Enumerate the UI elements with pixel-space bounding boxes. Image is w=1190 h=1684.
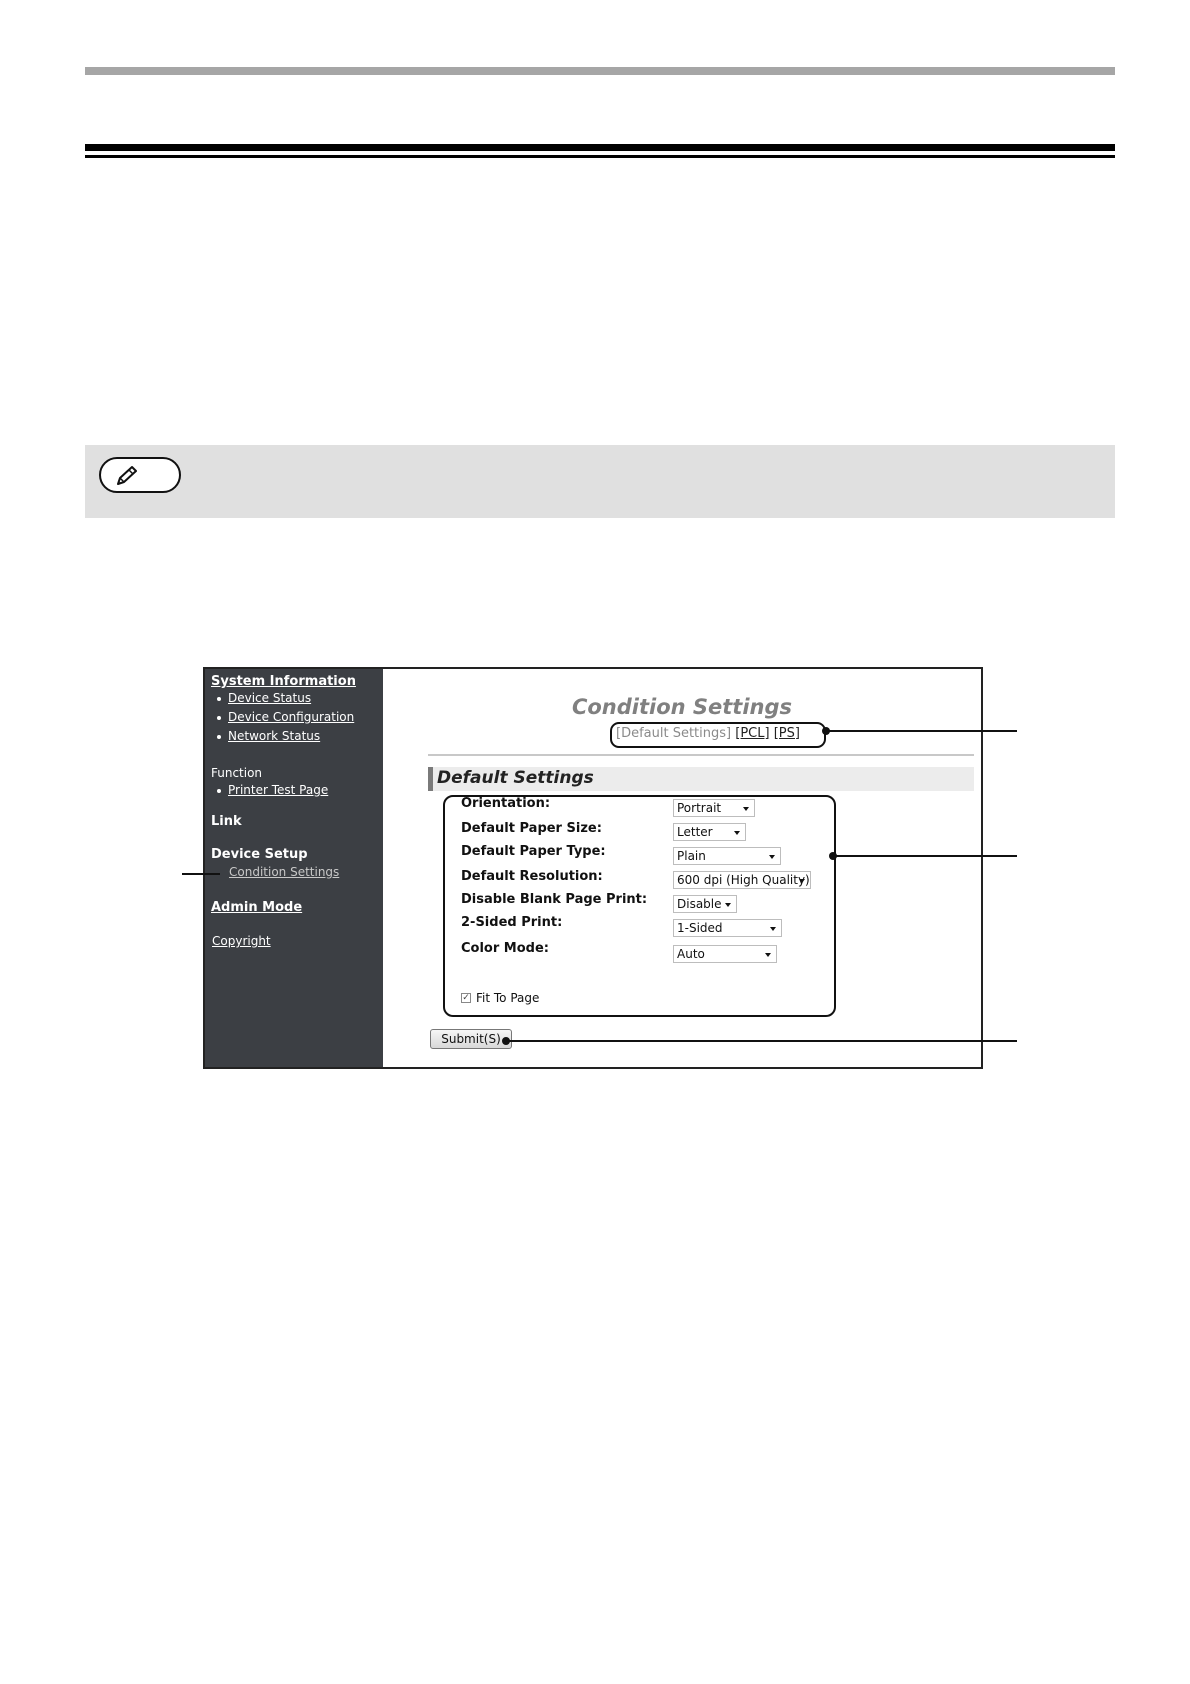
sidebar-item-copyright[interactable]: Copyright <box>212 934 271 948</box>
chevron-down-icon <box>799 879 805 883</box>
section-marker <box>428 767 433 791</box>
pencil-note-icon <box>99 457 181 493</box>
paper-size-value: Letter <box>677 825 713 839</box>
chevron-down-icon <box>769 855 775 859</box>
paper-size-label: Default Paper Size: <box>461 821 602 836</box>
sidebar-item-printer-test-page[interactable]: Printer Test Page <box>228 783 329 797</box>
callout-line-condition-settings <box>182 873 220 875</box>
orientation-select[interactable] <box>673 799 755 817</box>
tab-ps[interactable]: [PS] <box>773 726 800 741</box>
resolution-select[interactable] <box>673 871 811 889</box>
sidebar-item-network-status[interactable]: Network Status <box>228 729 321 743</box>
tabs-row <box>616 726 800 741</box>
orientation-label: Orientation: <box>461 796 551 811</box>
paper-size-select[interactable] <box>673 823 746 841</box>
chevron-down-icon <box>765 953 771 957</box>
color-mode-label: Color Mode: <box>461 941 549 956</box>
fit-to-page-checkbox[interactable]: ✓ <box>462 993 470 1003</box>
two-sided-value: 1-Sided <box>677 921 723 935</box>
chevron-down-icon <box>725 903 731 907</box>
submit-button[interactable]: Submit(S) <box>430 1029 512 1049</box>
bullet-icon <box>217 697 221 701</box>
callout-line-tabs <box>827 730 1017 732</box>
two-sided-select[interactable] <box>673 919 782 937</box>
fit-to-page-label: Fit To Page <box>476 991 540 1005</box>
sidebar-item-condition-settings[interactable]: Condition Settings <box>229 865 340 879</box>
two-sided-label: 2-Sided Print: <box>461 915 563 930</box>
resolution-label: Default Resolution: <box>461 869 603 884</box>
paper-type-label: Default Paper Type: <box>461 844 606 859</box>
page-title: Condition Settings <box>571 695 793 719</box>
tab-pcl[interactable]: [PCL] <box>735 726 770 741</box>
divider <box>428 754 974 756</box>
color-mode-value: Auto <box>677 947 705 961</box>
tab-default-settings[interactable]: [Default Settings] <box>616 726 732 741</box>
paper-type-select[interactable] <box>673 847 781 865</box>
resolution-value: 600 dpi (High Quality) <box>677 873 810 887</box>
sidebar-heading-system-information[interactable]: System Information <box>211 674 356 689</box>
sidebar-item-device-configuration[interactable]: Device Configuration <box>228 710 355 724</box>
title-rule-thin <box>85 155 1115 158</box>
chevron-down-icon <box>743 807 749 811</box>
callout-dot-tabs <box>822 727 830 735</box>
bullet-icon <box>217 716 221 720</box>
callout-line-settings <box>834 855 1017 857</box>
callout-line-submit <box>507 1040 1017 1042</box>
blank-page-label: Disable Blank Page Print: <box>461 892 648 907</box>
sidebar-heading-link: Link <box>211 814 242 829</box>
web-ui-screenshot <box>203 667 983 1069</box>
callout-dot-submit <box>502 1037 510 1045</box>
sidebar <box>205 669 383 1067</box>
title-rule-thick <box>85 144 1115 151</box>
note-box <box>85 445 1115 518</box>
main-panel <box>383 669 981 1067</box>
sidebar-heading-device-setup: Device Setup <box>211 847 308 862</box>
blank-page-select[interactable] <box>673 895 737 913</box>
bullet-icon <box>217 735 221 739</box>
sidebar-heading-function: Function <box>211 766 263 780</box>
blank-page-value: Disable <box>677 897 722 911</box>
orientation-value: Portrait <box>677 801 722 815</box>
section-title: Default Settings <box>437 768 594 788</box>
bullet-icon <box>217 789 221 793</box>
chevron-down-icon <box>734 831 740 835</box>
sidebar-item-admin-mode[interactable]: Admin Mode <box>211 900 303 915</box>
sidebar-item-device-status[interactable]: Device Status <box>228 691 312 705</box>
header-rule <box>85 67 1115 75</box>
callout-dot-settings <box>829 852 837 860</box>
color-mode-select[interactable] <box>673 945 777 963</box>
paper-type-value: Plain <box>677 849 706 863</box>
chevron-down-icon <box>770 927 776 931</box>
